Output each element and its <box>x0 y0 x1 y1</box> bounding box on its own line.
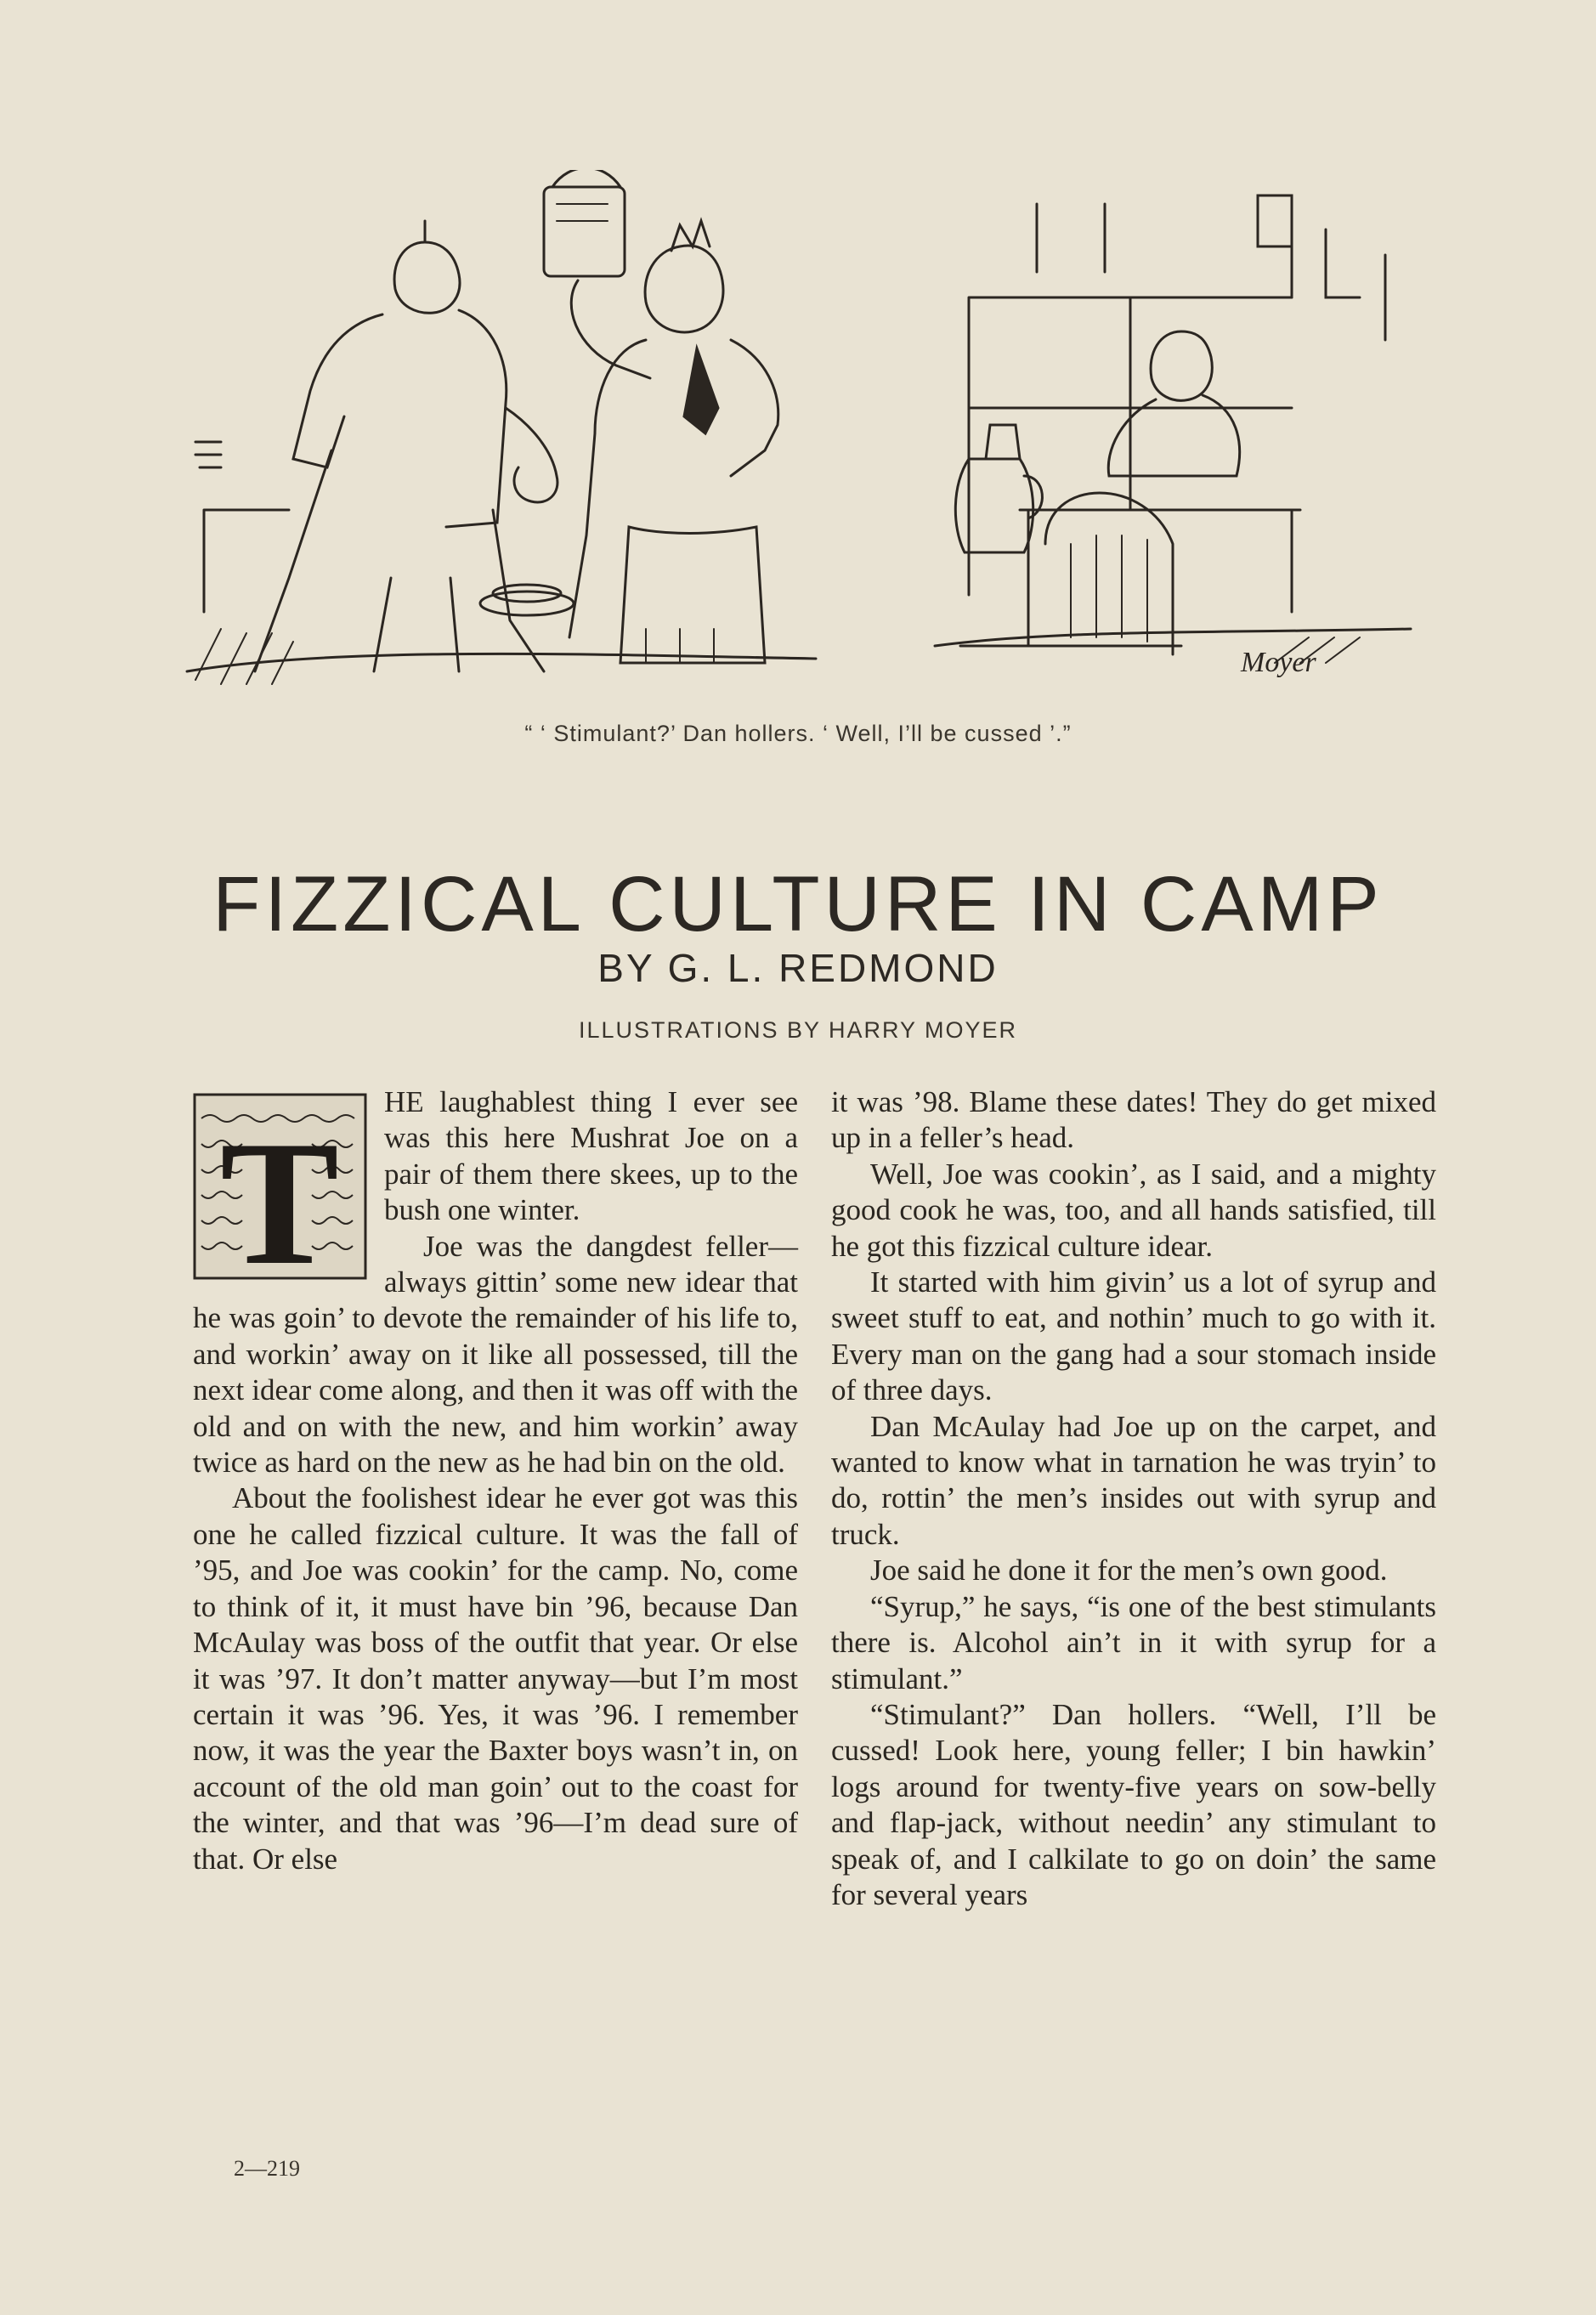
right-column <box>831 1084 1436 1913</box>
drop-cap-letter: T <box>219 1105 340 1280</box>
paragraph: About the foolishest idear he ever got was this one he called fizzical culture. It was the fall of ’95, and Joe was cookin’ for the camp. No, come to think of it, it must have bin ’96, because Dan McAulay was boss of the outfit that year. Or else it was ’97. It don’t matter anyway—but I’m most certain it was ’96. Yes, it was ’96. I remember now, it was the year the Baxter boys wasn’t in, on account of the old man goin’ out to the coast for the winter, and that was ’96—I’m dead sure of that. Or else <box>193 1481 798 1876</box>
paragraph: it was ’98. Blame these dates! They do get mixed up in a feller’s head. <box>831 1085 1436 1155</box>
artist-signature: Moyer <box>1241 647 1316 678</box>
paragraph: HE laughablest thing I ever see was this here Mushrat Joe on a pair of them there skees, up to the bush one winter. <box>384 1085 798 1227</box>
drop-cap-t-graphic <box>193 1093 367 1280</box>
article-byline: BY G. L. REDMOND <box>597 946 999 990</box>
article-title: FIZZICAL CULTURE IN CAMP <box>212 860 1384 948</box>
cartoon-illustration <box>170 170 1428 714</box>
illustrations-credit: ILLUSTRATIONS BY HARRY MOYER <box>578 1017 1018 1043</box>
illustration-caption: “ ‘ Stimulant?’ Dan hollers. ‘ Well, I’ll be cussed ’.” <box>524 721 1072 746</box>
paragraph: Dan McAulay had Joe up on the carpet, and wanted to know what in tarnation he was tryin’ to do, rottin’ the men’s insides out with syrup and truck. <box>831 1409 1436 1551</box>
paragraph: It started with him givin’ us a lot of syrup and sweet stuff to eat, and nothin’ much to go with it. Every man on the gang had a sour stomach inside of three days. <box>831 1265 1436 1407</box>
paragraph: “Stimulant?” Dan hollers. “Well, I’ll be cussed! Look here, young feller; I bin hawkin’ logs around for twenty-five years on sow-belly and flap-jack, without needin’ any stimulant to speak of, and I calkilate to go on doin’ the same for several years <box>831 1697 1436 1911</box>
paragraph: Well, Joe was cookin’, as I said, and a mighty good cook he was, too, and all hands satisfied, till he got this fizzical culture idear. <box>831 1157 1436 1263</box>
drop-cap-ornament <box>193 1093 367 1280</box>
paragraph: Joe was the dangdest feller—always gittin’ some new idear that he was goin’ to devote the remainder of his life to, and workin’ away on it like all possessed, till the next idear come along, and then it was off with the old and on with the new, and him workin’ away twice as hard on the new as he had bin on the old. <box>193 1229 798 1480</box>
page-folio: 2—219 <box>234 2156 300 2181</box>
cartoon-drawing <box>170 170 1428 714</box>
paragraph: Joe said he done it for the men’s own good. <box>870 1554 1388 1588</box>
left-column <box>193 1084 798 1877</box>
paragraph: “Syrup,” he says, “is one of the best stimulants there is. Alcohol ain’t in it with syrup for a stimulant.” <box>831 1589 1436 1695</box>
